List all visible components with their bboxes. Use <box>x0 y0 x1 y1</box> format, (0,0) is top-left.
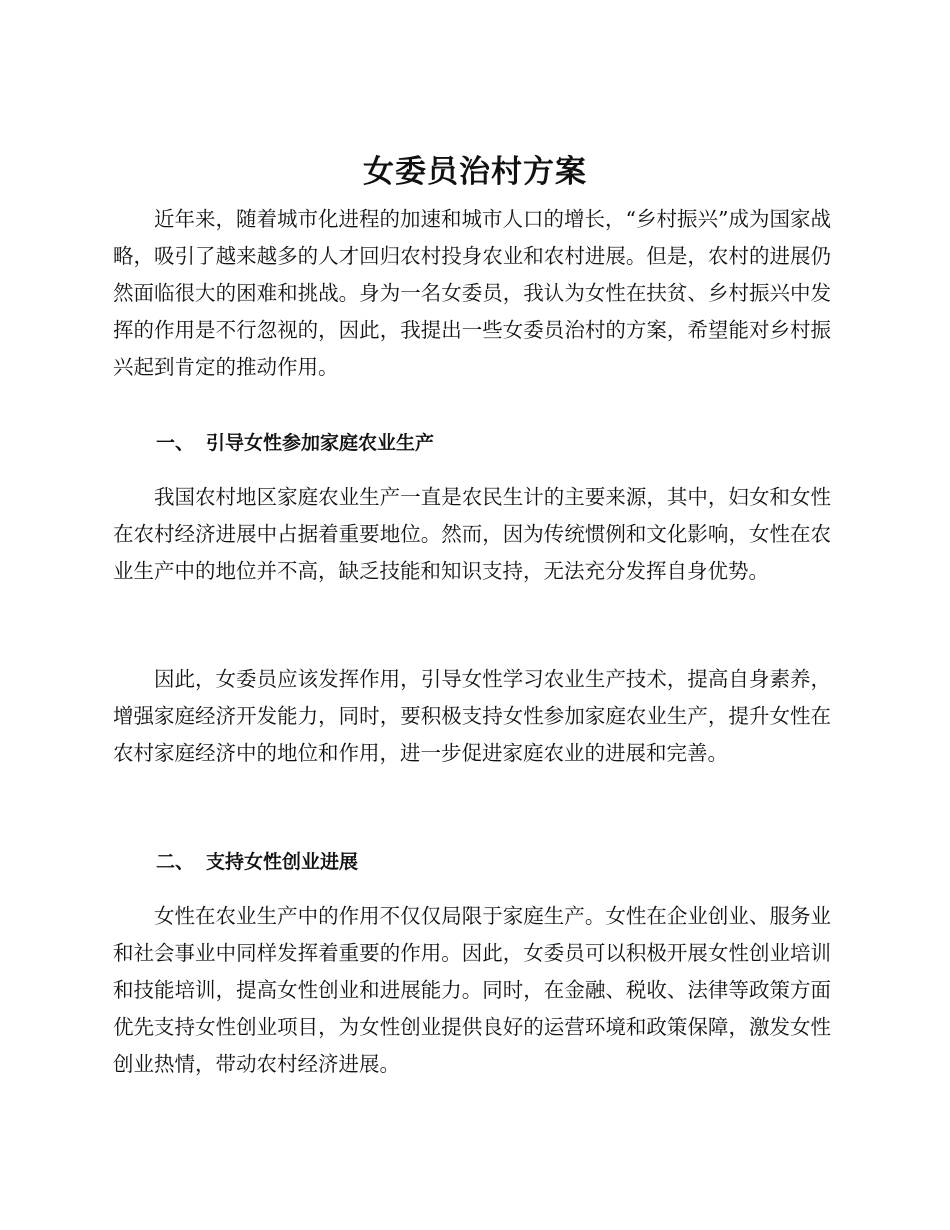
section-1-paragraph-2: 因此，女委员应该发挥作用，引导女性学习农业生产技术，提高自身素养，增强家庭经济开发能力，同时，要积极支持女性参加家庭农业生产，提升女性在农村家庭经济中的地位和作用，进一步促进家庭农业的进展和完善。 <box>113 667 831 765</box>
section-heading-2 <box>156 847 358 877</box>
section-2-paragraph-1: 女性在农业生产中的作用不仅仅局限于家庭生产。女性在企业创业、服务业和社会事业中同样发挥着重要的作用。因此，女委员可以积极开展女性创业培训和技能培训，提高女性创业和进展能力。同时，在金融、税收、法律等政策方面优先支持女性创业项目，为女性创业提供良好的运营环境和政策保障，激发女性创业热情，带动农村经济进展。 <box>113 904 831 1076</box>
section-number: 二、 <box>156 851 195 873</box>
intro-paragraph: 近年来，随着城市化进程的加速和城市人口的增长，“乡村振兴”成为国家战略，吸引了越来越多的人才回归农村投身农业和农村进展。但是，农村的进展仍然面临很大的困难和挑战。身为一名女委员，我认为女性在扶贫、乡村振兴中发挥的作用是不行忽视的，因此，我提出一些女委员治村的方案，希望能对乡村振兴起到肯定的推动作用。 <box>113 207 831 379</box>
section-number: 一、 <box>156 432 195 454</box>
section-title: 支持女性创业进展 <box>206 851 359 873</box>
document-title: 女委员治村方案 <box>363 154 587 190</box>
section-1-paragraph-1: 我国农村地区家庭农业生产一直是农民生计的主要来源，其中，妇女和女性在农村经济进展中占据着重要地位。然而，因为传统惯例和文化影响，女性在农业生产中的地位并不高，缺乏技能和知识支持，无法充分发挥自身优势。 <box>113 485 831 583</box>
section-heading-1 <box>156 428 434 458</box>
section-title: 引导女性参加家庭农业生产 <box>206 432 435 454</box>
